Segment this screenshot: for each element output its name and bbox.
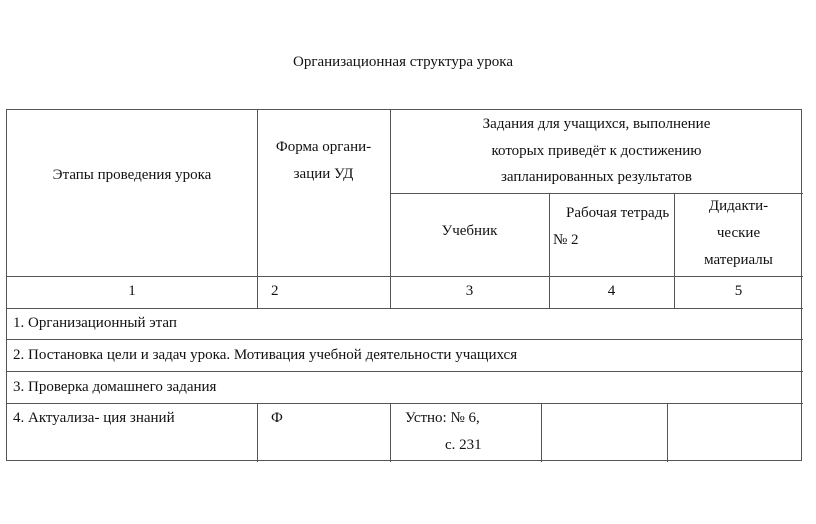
col-divider <box>549 193 550 276</box>
header-stages: Этапы проведения урока <box>52 167 212 183</box>
col-divider <box>390 403 391 462</box>
row-actualization-form: Ф <box>271 410 283 426</box>
lesson-structure-table <box>6 109 802 461</box>
header-textbook: Учебник <box>441 223 498 239</box>
column-number: 2 <box>271 283 279 299</box>
header-form-line1: Форма органи- <box>275 139 372 155</box>
header-workbook-line2: № 2 <box>553 232 579 248</box>
row-goal-setting: 2. Постановка цели и задач урока. Мотивация учебной деятельности учащихся <box>13 347 518 363</box>
row-homework-check: 3. Проверка домашнего задания <box>13 379 217 395</box>
header-workbook-line1: Рабочая тетрадь <box>566 205 670 221</box>
header-tasks-line2: которых приведёт к достижению <box>491 143 702 159</box>
col-divider <box>541 403 542 462</box>
header-didactic-line2: ческие <box>716 225 761 241</box>
header-form-line2: зации УД <box>293 166 354 182</box>
col-divider <box>257 403 258 462</box>
row-actualization-stage: 4. Актуализа- ция знаний <box>13 410 175 426</box>
row-actualization-textbook-line1: Устно: № 6, <box>405 410 480 426</box>
row-divider <box>7 403 803 404</box>
row-organizational: 1. Организационный этап <box>13 315 177 331</box>
page-title: Организационная структура урока <box>293 54 513 70</box>
header-didactic-line3: материалы <box>704 252 773 268</box>
row-actualization-textbook-line2: с. 231 <box>445 437 482 453</box>
row-divider <box>7 371 803 372</box>
column-number: 4 <box>607 283 616 299</box>
column-number: 1 <box>128 283 136 299</box>
col-divider <box>667 403 668 462</box>
column-number: 3 <box>465 283 474 299</box>
row-divider <box>7 276 803 277</box>
header-didactic-line1: Дидакти- <box>708 198 769 214</box>
col-divider <box>257 276 258 308</box>
row-divider <box>7 308 803 309</box>
column-number: 5 <box>734 283 743 299</box>
header-tasks-line3: запланированных результатов <box>500 169 693 185</box>
header-tasks-line1: Задания для учащихся, выполнение <box>482 116 711 132</box>
row-divider <box>7 339 803 340</box>
